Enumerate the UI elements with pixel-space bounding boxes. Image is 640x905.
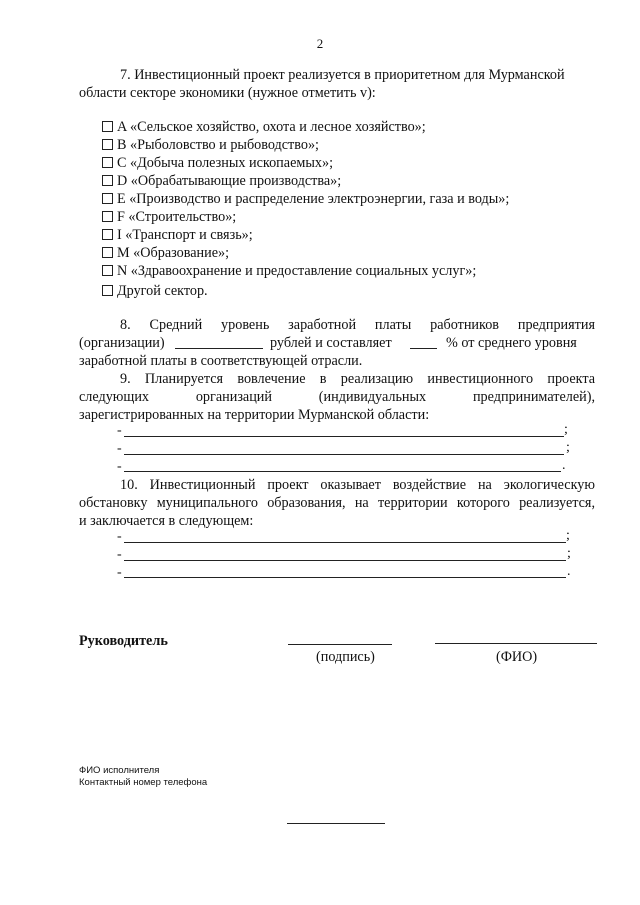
ecology-field-1[interactable] — [124, 542, 566, 543]
sector-option-f[interactable] — [102, 208, 236, 226]
sector-option-m[interactable] — [102, 244, 229, 262]
section7-line1: 7. Инвестиционный проект реализуется в приоритетном для Мурманской — [120, 67, 565, 83]
page-number: 2 — [316, 36, 324, 51]
section8-line2a: (организации) — [79, 335, 165, 351]
list-end: . — [562, 458, 566, 473]
option-label: F «Строительство»; — [117, 209, 237, 225]
section10-line1: 10. Инвестиционный проект оказывает воздействие на экологическую — [120, 477, 595, 493]
section8-line2c: % от среднего уровня — [446, 335, 577, 351]
executor-label: ФИО исполнителя — [79, 765, 160, 776]
section9-line2: следующих организаций (индивидуальных предпринимателей), — [79, 389, 595, 405]
checkbox[interactable] — [102, 285, 113, 296]
checkbox[interactable] — [102, 121, 113, 132]
option-label: D «Обрабатывающие производства»; — [117, 173, 342, 189]
checkbox[interactable] — [102, 211, 113, 222]
phone-label: Контактный номер телефона — [79, 777, 208, 788]
checkbox[interactable] — [102, 193, 113, 204]
option-label: Другой сектор. — [117, 283, 208, 299]
section8-line1: 8. Средний уровень заработной платы работников предприятия — [120, 317, 595, 333]
list-dash: - — [117, 565, 122, 580]
option-label: I «Транспорт и связь»; — [117, 227, 253, 243]
sector-option-n[interactable] — [102, 262, 476, 280]
list-end: ; — [567, 546, 571, 561]
list-dash: - — [117, 423, 122, 438]
head-label: Руководитель — [79, 633, 168, 649]
footer-separator — [287, 823, 385, 824]
section8-line2b: рублей и составляет — [270, 335, 392, 351]
checkbox[interactable] — [102, 157, 113, 168]
sector-option-a[interactable] — [102, 118, 426, 136]
sector-option-c[interactable] — [102, 154, 333, 172]
option-label: E «Производство и распределение электроэнергии, газа и воды»; — [117, 191, 510, 207]
section9-line1: 9. Планируется вовлечение в реализацию инвестиционного проекта — [120, 371, 595, 387]
ecology-field-3[interactable] — [124, 577, 566, 578]
section9-line3: зарегистрированных на территории Мурманской области: — [79, 407, 430, 423]
sector-option-d[interactable] — [102, 172, 341, 190]
signature-caption: (подпись) — [316, 649, 375, 665]
option-label: A «Сельское хозяйство, охота и лесное хозяйство»; — [117, 119, 426, 135]
sector-option-e[interactable] — [102, 190, 509, 208]
list-end: ; — [564, 422, 568, 437]
option-label: N «Здравоохранение и предоставление социальных услуг»; — [117, 263, 477, 279]
section8-line3: заработной платы в соответствующей отрасли. — [79, 353, 363, 369]
checkbox[interactable] — [102, 139, 113, 150]
option-label: C «Добыча полезных ископаемых»; — [117, 155, 334, 171]
sector-option-b[interactable] — [102, 136, 319, 154]
organization-field-3[interactable] — [124, 471, 561, 472]
section7-line2: области секторе экономики (нужное отметить v): — [79, 85, 376, 101]
list-end: ; — [566, 528, 570, 543]
list-dash: - — [117, 441, 122, 456]
sector-option-i[interactable] — [102, 226, 253, 244]
option-label: B «Рыболовство и рыбоводство»; — [117, 137, 319, 153]
list-dash: - — [117, 547, 122, 562]
list-end: ; — [566, 440, 570, 455]
checkbox[interactable] — [102, 247, 113, 258]
name-field[interactable] — [435, 643, 597, 644]
checkbox[interactable] — [102, 175, 113, 186]
signature-field[interactable] — [288, 644, 392, 645]
organization-field-2[interactable] — [124, 454, 564, 455]
sector-option-other[interactable] — [102, 282, 208, 300]
list-dash: - — [117, 529, 122, 544]
list-end: . — [567, 564, 571, 579]
list-dash: - — [117, 459, 122, 474]
salary-field[interactable] — [175, 348, 263, 349]
checkbox[interactable] — [102, 265, 113, 276]
checkbox[interactable] — [102, 229, 113, 240]
section10-line2: обстановку муниципального образования, на территории которого реализуется, — [79, 495, 595, 511]
percent-field[interactable] — [410, 348, 437, 349]
name-caption: (ФИО) — [496, 649, 538, 665]
option-label: M «Образование»; — [117, 245, 230, 261]
section10-line3: и заключается в следующем: — [79, 513, 254, 529]
ecology-field-2[interactable] — [124, 560, 566, 561]
organization-field-1[interactable] — [124, 436, 564, 437]
